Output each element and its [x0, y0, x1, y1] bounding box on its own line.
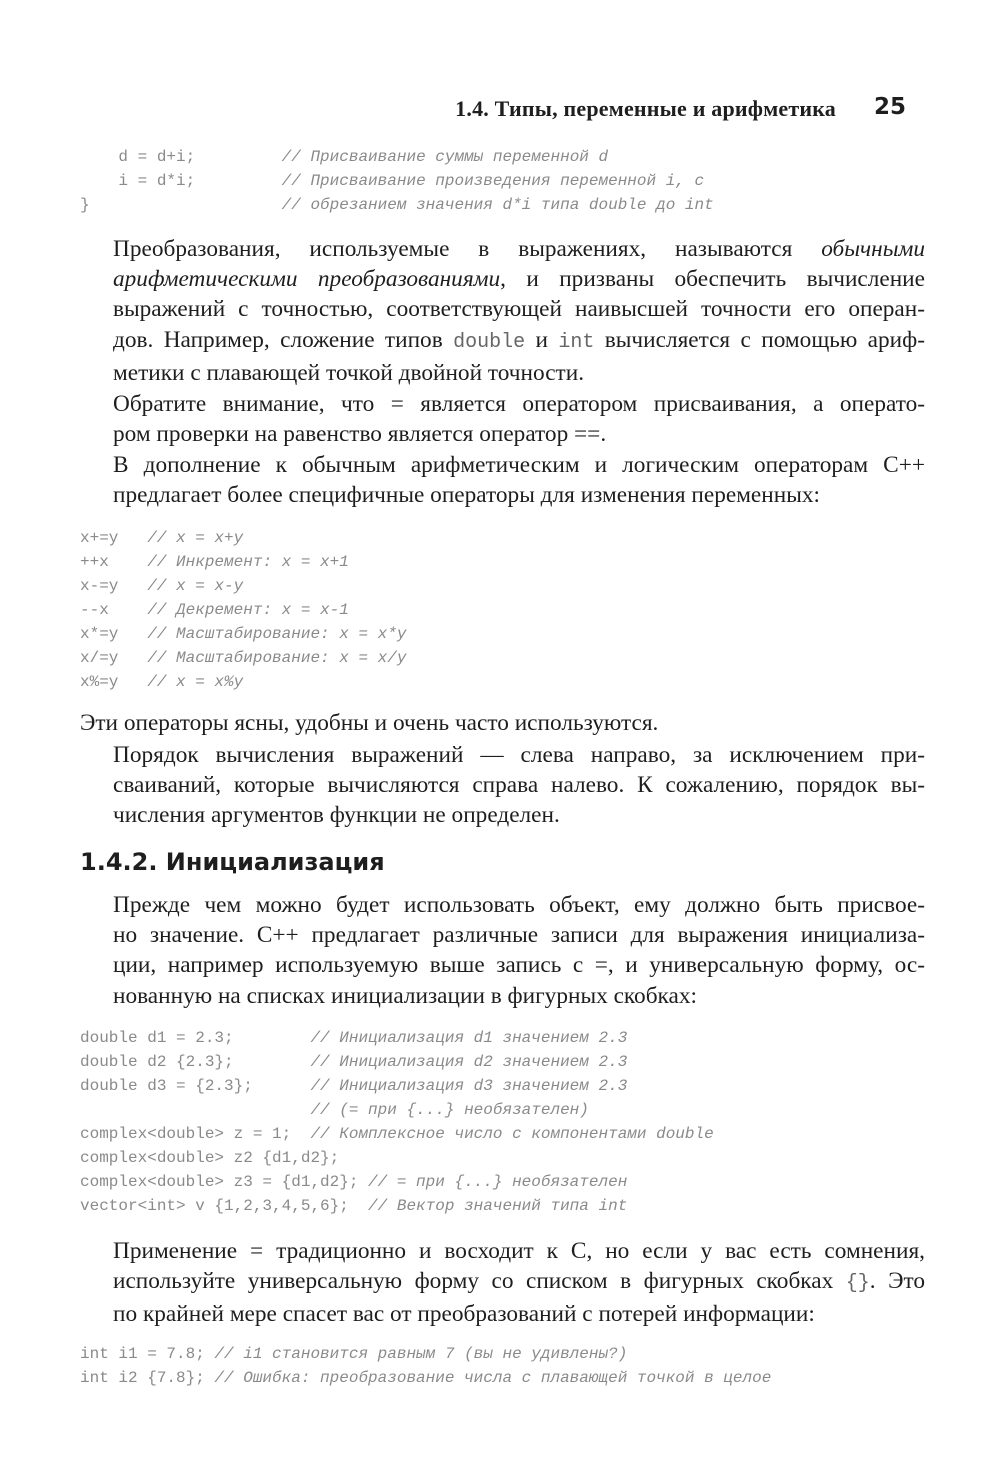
- code-text: x-=y: [80, 577, 148, 595]
- code-line: [80, 1194, 714, 1218]
- code-comment: // Инициализация d1 значением 2.3: [310, 1029, 628, 1047]
- code-text: i = d*i;: [80, 172, 282, 190]
- code-comment: // Инициализация d2 значением 2.3: [310, 1053, 628, 1071]
- code-comment: // = при {...} необязателен: [368, 1173, 628, 1191]
- text-line: ции, например используемую выше запись с =, и универсальную форму, ос-: [113, 952, 925, 979]
- code-line: [80, 1146, 714, 1170]
- code-text: double d1 = 2.3;: [80, 1029, 311, 1047]
- text-line: по крайней мере спасет вас от преобразований с потерей информации:: [113, 1301, 815, 1328]
- code-comment: // Декремент: x = x-1: [147, 601, 349, 619]
- code-block-initialization: [80, 1026, 714, 1218]
- code-text: vector<int> v {1,2,3,4,5,6};: [80, 1197, 369, 1215]
- paragraph-conversions: [80, 234, 925, 388]
- paragraph-clear: [80, 708, 925, 738]
- code-line: [80, 622, 406, 646]
- text-line: используйте универсальную форму со списком в фигурных скобках {}. Это: [113, 1268, 925, 1296]
- text-line: выражений с точностью, соответствующей наивысшей точности его операн-: [113, 296, 925, 323]
- code-text: int i1 = 7.8;: [80, 1345, 215, 1363]
- text-line: метики с плавающей точкой двойной точности.: [113, 359, 585, 386]
- code-text: complex<double> z2 {d1,d2};: [80, 1149, 340, 1167]
- code-text: x/=y: [80, 649, 148, 667]
- paragraph-operators: [80, 450, 925, 510]
- text-line: Преобразования, используемые в выражениях, называются обычными: [113, 236, 925, 262]
- text-line: В дополнение к обычным арифметическим и логическим операторам C++: [113, 452, 925, 478]
- code-comment: // x = x-y: [147, 577, 244, 595]
- term-emphasis: обычными: [821, 236, 925, 262]
- code-block-arithmetic: [80, 145, 714, 217]
- code-line: [80, 1098, 714, 1122]
- code-comment: // Инкремент: x = x+1: [147, 553, 349, 571]
- code-block-narrowing: [80, 1342, 771, 1390]
- code-comment: // Комплексное число с компонентами double: [310, 1125, 714, 1143]
- code-line: [80, 193, 714, 217]
- paragraph-evaluation-order: [80, 740, 925, 831]
- code-comment: // x = x%y: [147, 673, 244, 691]
- code-comment: // Ошибка: преобразование числа с плавающей точкой в целое: [214, 1369, 772, 1387]
- code-line: [80, 550, 406, 574]
- code-text: int i2 {7.8};: [80, 1369, 215, 1387]
- text-line: арифметическими преобразованиями, и призваны обеспечить вычисление: [113, 266, 925, 293]
- code-text: x+=y: [80, 529, 148, 547]
- code-line: [80, 169, 714, 193]
- inline-code-double: double: [453, 330, 526, 354]
- text-line: ром проверки на равенство является оператор ==.: [113, 421, 607, 448]
- code-text: x*=y: [80, 625, 148, 643]
- inline-code-braces: {}: [845, 1272, 870, 1296]
- code-text: }: [80, 196, 282, 214]
- code-comment: // x = x+y: [147, 529, 244, 547]
- code-line: [80, 526, 406, 550]
- code-line: [80, 1050, 714, 1074]
- code-text: --x: [80, 601, 148, 619]
- text-line: сваиваний, которые вычисляются справа налево. К сожалению, порядок вы-: [113, 772, 925, 799]
- code-comment: // (= при {...} необязателен): [310, 1101, 589, 1119]
- running-header: [80, 96, 906, 126]
- code-line: [80, 1074, 714, 1098]
- code-line: [80, 598, 406, 622]
- text-line: нованную на списках инициализации в фигурных скобках:: [113, 982, 697, 1009]
- code-text: double d2 {2.3};: [80, 1053, 311, 1071]
- code-line: [80, 646, 406, 670]
- code-text: complex<double> z = 1;: [80, 1125, 311, 1143]
- code-comment: // обрезанием значения d*i типа double до int: [281, 196, 714, 214]
- page-number: 25: [873, 94, 906, 120]
- text-line: но значение. C++ предлагает различные записи для выражения инициализа-: [113, 922, 925, 949]
- code-text: ++x: [80, 553, 148, 571]
- code-line: [80, 145, 714, 169]
- text-line: числения аргументов функции не определен.: [113, 802, 560, 829]
- code-text: complex<double> z3 = {d1,d2};: [80, 1173, 369, 1191]
- code-comment: // Вектор значений типа int: [368, 1197, 628, 1215]
- code-text: x%=y: [80, 673, 148, 691]
- code-comment: // Присваивание произведения переменной i, с: [281, 172, 705, 190]
- text-line: Применение = традиционно и восходит к C, но если у вас есть сомнения,: [113, 1238, 925, 1264]
- text-line: Эти операторы ясны, удобны и очень часто используются.: [80, 710, 659, 736]
- code-comment: // Масштабирование: x = x/y: [147, 649, 407, 667]
- code-line: [80, 1122, 714, 1146]
- code-comment: // i1 становится равным 7 (вы не удивлены?): [214, 1345, 628, 1363]
- term-emphasis: арифметическими преобразованиями: [113, 266, 501, 293]
- code-text: [80, 1101, 310, 1119]
- text-line: предлагает более специфичные операторы для изменения переменных:: [113, 482, 820, 509]
- text-line: Прежде чем можно будет использовать объект, ему должно быть присвое-: [113, 892, 925, 918]
- paragraph-assignment: [80, 389, 925, 449]
- code-line: [80, 1342, 771, 1366]
- code-line: [80, 1366, 771, 1390]
- code-comment: // Инициализация d3 значением 2.3: [310, 1077, 628, 1095]
- paragraph-usage: [80, 1236, 925, 1330]
- section-heading: 1.4.2. Инициализация: [80, 848, 385, 876]
- code-block-operators: [80, 526, 406, 694]
- code-line: [80, 1170, 714, 1194]
- text-line: дов. Например, сложение типов double и int вычисляется с помощью ариф-: [113, 326, 925, 354]
- code-line: [80, 1026, 714, 1050]
- running-header-title: 1.4. Типы, переменные и арифметика: [455, 96, 836, 121]
- code-comment: // Присваивание суммы переменной d: [281, 148, 609, 166]
- text-line: Порядок вычисления выражений — слева направо, за исключением при-: [113, 742, 925, 768]
- inline-code-int: int: [558, 330, 595, 354]
- code-line: [80, 670, 406, 694]
- code-text: d = d+i;: [80, 148, 282, 166]
- code-comment: // Масштабирование: x = x*y: [147, 625, 407, 643]
- text-line: Обратите внимание, что = является оператором присваивания, а операто-: [113, 391, 925, 417]
- code-text: double d3 = {2.3};: [80, 1077, 311, 1095]
- paragraph-initialization: [80, 890, 925, 1011]
- code-line: [80, 574, 406, 598]
